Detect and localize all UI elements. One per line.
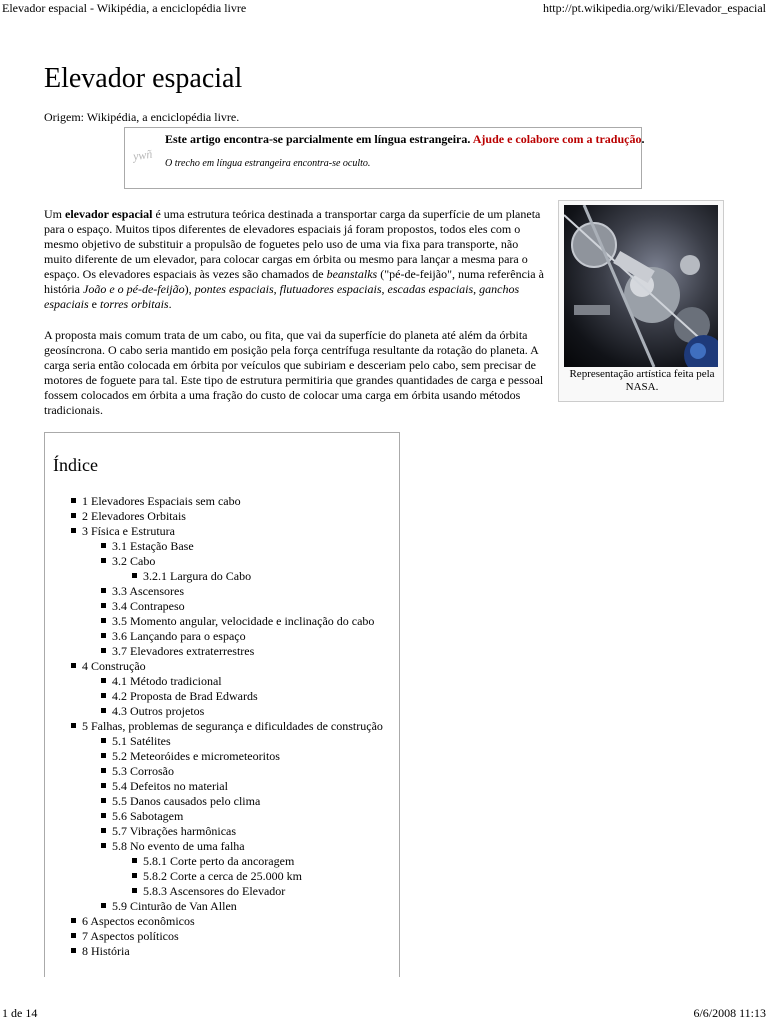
print-header (0, 0, 768, 18)
bullet-icon (71, 933, 76, 938)
toc-item-label[interactable]: 3 Física e Estrutura (82, 524, 175, 538)
bullet-icon (132, 873, 137, 878)
bullet-icon (101, 603, 106, 608)
image-caption: Representação artística feita pela NASA. (569, 368, 715, 393)
p1-text: e (88, 297, 100, 311)
toc-item[interactable] (71, 794, 383, 809)
toc-item-label[interactable]: 4 Construção (82, 659, 146, 673)
toc-item[interactable] (71, 584, 383, 599)
toc-item[interactable] (71, 914, 383, 929)
toc-item[interactable] (71, 599, 383, 614)
bullet-icon (71, 513, 76, 518)
notice-main-text: Este artigo encontra-se parcialmente em língua estrangeira. (165, 132, 471, 146)
toc-item-label[interactable]: 4.2 Proposta de Brad Edwards (112, 689, 258, 703)
print-footer (0, 1006, 768, 1024)
translation-icon: ywñ (132, 146, 154, 164)
toc-item-label[interactable]: 3.4 Contrapeso (112, 599, 185, 613)
bullet-icon (132, 858, 137, 863)
toc-list (71, 494, 383, 959)
toc-item[interactable] (71, 929, 383, 944)
p1-text: ("pé-de-feijão", numa referência à história (44, 267, 544, 296)
bullet-icon (71, 948, 76, 953)
toc-item[interactable] (71, 539, 383, 554)
toc-item-label[interactable]: 8 História (82, 944, 130, 958)
toc-item-label[interactable]: 3.1 Estação Base (112, 539, 194, 553)
toc-item-label[interactable]: 4.1 Método tradicional (112, 674, 222, 688)
toc-item-label[interactable]: 1 Elevadores Espaciais sem cabo (82, 494, 241, 508)
proposal-paragraph: A proposta mais comum trata de um cabo, ou fita, que vai da superfície do planeta até além da órbita geosíncrona. O cabo seria mantido em posição pela força centrífuga resultante da rotação do planeta. A carga seria então colocada em órbita por veículos que subiriam e desceriam pelo cabo, sem precisar de motores de foguete para tal. Este tipo de estrutura permitiria que grandes quantidades de carga e pessoal fossem colocados em órbita a uma fração do custo de colocar uma carga em órbita usando métodos tradicionais. (44, 328, 544, 417)
toc-item-label[interactable]: 5.8.2 Corte a cerca de 25.000 km (143, 869, 302, 883)
p1-text: , (473, 282, 480, 296)
bullet-icon (101, 708, 106, 713)
notice-sub: O trecho em língua estrangeira encontra-se oculto. (165, 158, 371, 169)
toc-item-label[interactable]: 5.8 No evento de uma falha (112, 839, 245, 853)
page-title: Elevador espacial (44, 63, 243, 94)
bullet-icon (132, 573, 137, 578)
toc-item-label[interactable]: 2 Elevadores Orbitais (82, 509, 186, 523)
toc-item[interactable] (71, 719, 383, 734)
toc-item-label[interactable]: 5.6 Sabotagem (112, 809, 184, 823)
toc-item-label[interactable]: 5.8.1 Corte perto da ancoragem (143, 854, 295, 868)
toc-item[interactable] (71, 824, 383, 839)
p1-italic: escadas espaciais (387, 282, 474, 296)
bullet-icon (101, 783, 106, 788)
toc-item-label[interactable]: 5.2 Meteoróides e micrometeoritos (112, 749, 280, 763)
image-thumbnail (558, 200, 724, 402)
toc-item[interactable] (71, 749, 383, 764)
toc-item-label[interactable]: 3.6 Lançando para o espaço (112, 629, 246, 643)
toc-item[interactable] (71, 629, 383, 644)
translation-notice (124, 127, 645, 189)
notice-period: . (641, 132, 645, 146)
p1-text: Um (44, 207, 65, 221)
bullet-icon (101, 678, 106, 683)
bullet-icon (71, 663, 76, 668)
toc-heading: Índice (53, 455, 98, 475)
bullet-icon (101, 828, 106, 833)
notice-main (165, 132, 644, 147)
bullet-icon (71, 528, 76, 533)
bullet-icon (71, 918, 76, 923)
toc-item[interactable] (71, 944, 383, 959)
bullet-icon (101, 543, 106, 548)
bullet-icon (101, 903, 106, 908)
toc-item[interactable] (71, 569, 383, 584)
print-datetime: 6/6/2008 11:13 (693, 1006, 766, 1020)
toc-item-label[interactable]: 5.1 Satélites (112, 734, 171, 748)
p1-italic: ganchos espaciais (44, 282, 520, 311)
toc-item-label[interactable]: 3.5 Momento angular, velocidade e inclinação do cabo (112, 614, 375, 628)
bullet-icon (101, 843, 106, 848)
p1-text: ), (184, 282, 195, 296)
bullet-icon (101, 618, 106, 623)
bullet-icon (71, 723, 76, 728)
bullet-icon (101, 588, 106, 593)
toc-item-label[interactable]: 5.7 Vibrações harmônicas (112, 824, 237, 838)
toc-item[interactable] (71, 689, 383, 704)
print-header-url: http://pt.wikipedia.org/wiki/Elevador_espacial (542, 1, 766, 15)
toc-item[interactable] (71, 764, 383, 779)
p1-text: . (168, 297, 172, 311)
toc-item[interactable] (71, 494, 383, 509)
toc-item[interactable] (71, 554, 383, 569)
toc-item[interactable] (71, 734, 383, 749)
toc-item[interactable] (71, 854, 383, 869)
bullet-icon (101, 798, 106, 803)
bullet-icon (101, 633, 106, 638)
bullet-icon (101, 738, 106, 743)
nasa-elevator-image[interactable] (564, 205, 718, 367)
page-number: 1 de 14 (2, 1006, 38, 1020)
toc-item-label[interactable]: 5 Falhas, problemas de segurança e dificuldades de construção (82, 719, 383, 733)
toc-item[interactable] (71, 659, 383, 674)
bullet-icon (101, 558, 106, 563)
toc-item[interactable] (71, 614, 383, 629)
toc-item[interactable] (71, 644, 383, 659)
toc-item[interactable] (71, 704, 383, 719)
bullet-icon (101, 693, 106, 698)
toc-item[interactable] (71, 839, 383, 854)
toc-item-label[interactable]: 5.8.3 Ascensores do Elevador (143, 884, 286, 898)
article-origin: Origem: Wikipédia, a enciclopédia livre. (44, 110, 240, 124)
p1-italic: beanstalks (326, 267, 378, 281)
toc-item-label[interactable]: 5.4 Defeitos no material (112, 779, 228, 793)
toc-item[interactable] (71, 524, 383, 539)
bullet-icon (101, 768, 106, 773)
toc-item-label[interactable]: 6 Aspectos econômicos (82, 914, 195, 928)
toc-item[interactable] (71, 869, 383, 884)
p1-text: é uma estrutura teórica destinada a transportar carga da superfície de um planeta para o espaço. Muitos tipos diferentes de elevadores espaciais já foram propostos, todos eles com o mesmo objetivo de substituir a propulsão de foguetes pelo uso de uma via fixa para transporte, não muito diferente de um elevador, para colocar cargas em órbita ou mesmo para lançar a mesma para o espaço. Os elevadores espaciais às vezes são chamados de (44, 207, 541, 281)
bullet-icon (132, 888, 137, 893)
toc-item[interactable] (71, 884, 383, 899)
toc-item-label[interactable]: 5.3 Corrosão (112, 764, 174, 778)
p1-italic: torres orbitais (100, 297, 169, 311)
bullet-icon (101, 753, 106, 758)
toc-item-label[interactable]: 3.2 Cabo (112, 554, 156, 568)
table-of-contents (44, 432, 400, 977)
toc-item-label[interactable]: 3.3 Ascensores (112, 584, 184, 598)
bullet-icon (101, 648, 106, 653)
toc-item-label[interactable]: 3.7 Elevadores extraterrestres (112, 644, 255, 658)
toc-item-label[interactable]: 7 Aspectos políticos (82, 929, 179, 943)
toc-item[interactable] (71, 674, 383, 689)
p1-link[interactable]: João e o pé-de-feijão (83, 282, 185, 296)
p1-italic: pontes espaciais (194, 282, 274, 296)
p1-bold-term: elevador espacial (65, 207, 153, 221)
space-elevator-illustration (564, 205, 718, 367)
toc-item[interactable] (71, 899, 383, 914)
intro-paragraph (44, 207, 544, 312)
toc-item-label[interactable]: 3.2.1 Largura do Cabo (143, 569, 252, 583)
toc-item-label[interactable]: 5.5 Danos causados pelo clima (112, 794, 261, 808)
bullet-icon (71, 498, 76, 503)
translate-help-link[interactable]: Ajude e colabore com a tradução (472, 132, 642, 146)
p1-text: , (381, 282, 388, 296)
toc-item-label[interactable]: 5.9 Cinturão de Van Allen (112, 899, 237, 913)
toc-item[interactable] (71, 509, 383, 524)
print-header-title: Elevador espacial - Wikipédia, a enciclopédia livre (2, 1, 247, 15)
p1-text: , (273, 282, 280, 296)
bullet-icon (101, 813, 106, 818)
toc-item-label[interactable]: 4.3 Outros projetos (112, 704, 205, 718)
toc-item[interactable] (71, 779, 383, 794)
toc-item[interactable] (71, 809, 383, 824)
p1-italic: flutuadores espaciais (279, 282, 382, 296)
